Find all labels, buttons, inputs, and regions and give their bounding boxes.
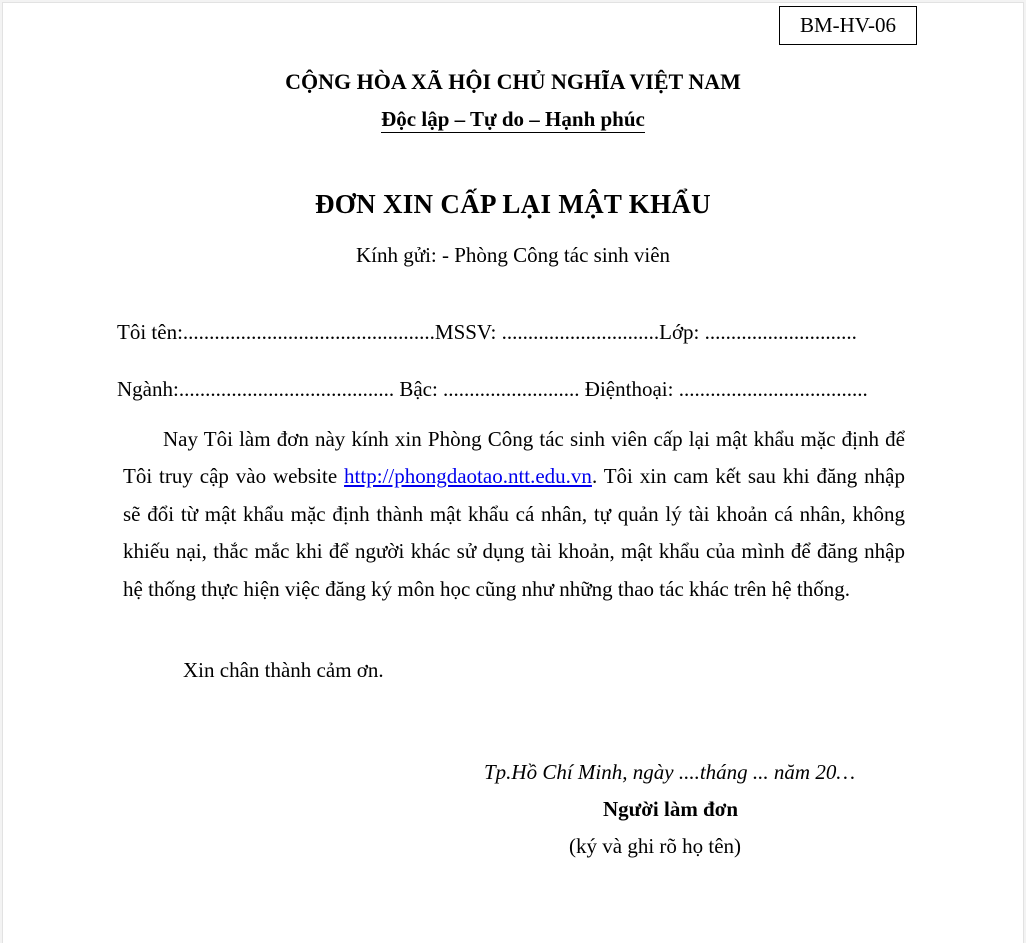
document-title: ĐƠN XIN CẤP LẠI MẬT KHẨU	[315, 189, 711, 219]
website-link[interactable]: http://phongdaotao.ntt.edu.vn	[344, 464, 592, 489]
national-title: CỘNG HÒA XÃ HỘI CHỦ NGHĨA VIỆT NAM	[285, 69, 741, 94]
thanks-line: Xin chân thành cảm ơn.	[183, 658, 384, 682]
recipient-line: Kính gửi: - Phòng Công tác sinh viên	[355, 243, 671, 267]
request-body-paragraph	[123, 421, 905, 608]
body-text-start: Nay Tôi làm đơn này kính xin Phòng Công tác sinh viên cấp lại mật khẩu mặc định để Tôi truy cập vào website	[123, 427, 905, 489]
motto-text: Độc lập – Tự do – Hạnh phúc	[381, 107, 645, 131]
place-date-line: Tp.Hồ Chí Minh, ngày ....tháng ... năm 20…	[484, 760, 856, 784]
signature-instruction: (ký và ghi rõ họ tên)	[569, 834, 742, 858]
student-info-line-1: Tôi tên:................................................MSSV: ..............................Lớp: .............................	[117, 320, 857, 344]
document-page	[2, 2, 1024, 943]
signer-label: Người làm đơn	[603, 797, 739, 821]
student-info-line-2: Ngành:......................................... Bậc: .......................... Điệnthoại: ....................................	[117, 377, 868, 401]
national-motto	[3, 107, 1023, 132]
form-code-box: BM-HV-06	[779, 6, 917, 45]
body-text-end: . Tôi xin cam kết sau khi đăng nhập sẽ đổi từ mật khẩu mặc định thành mật khẩu cá nhân, tự quản lý tài khoản cá nhân, không khiếu nại, thắc mắc khi để người khác sử dụng tài khoản, mật khẩu của mình để đăng nhập hệ thống thực hiện việc đăng ký môn học cũng như những thao tác khác trên hệ thống.	[123, 464, 906, 601]
